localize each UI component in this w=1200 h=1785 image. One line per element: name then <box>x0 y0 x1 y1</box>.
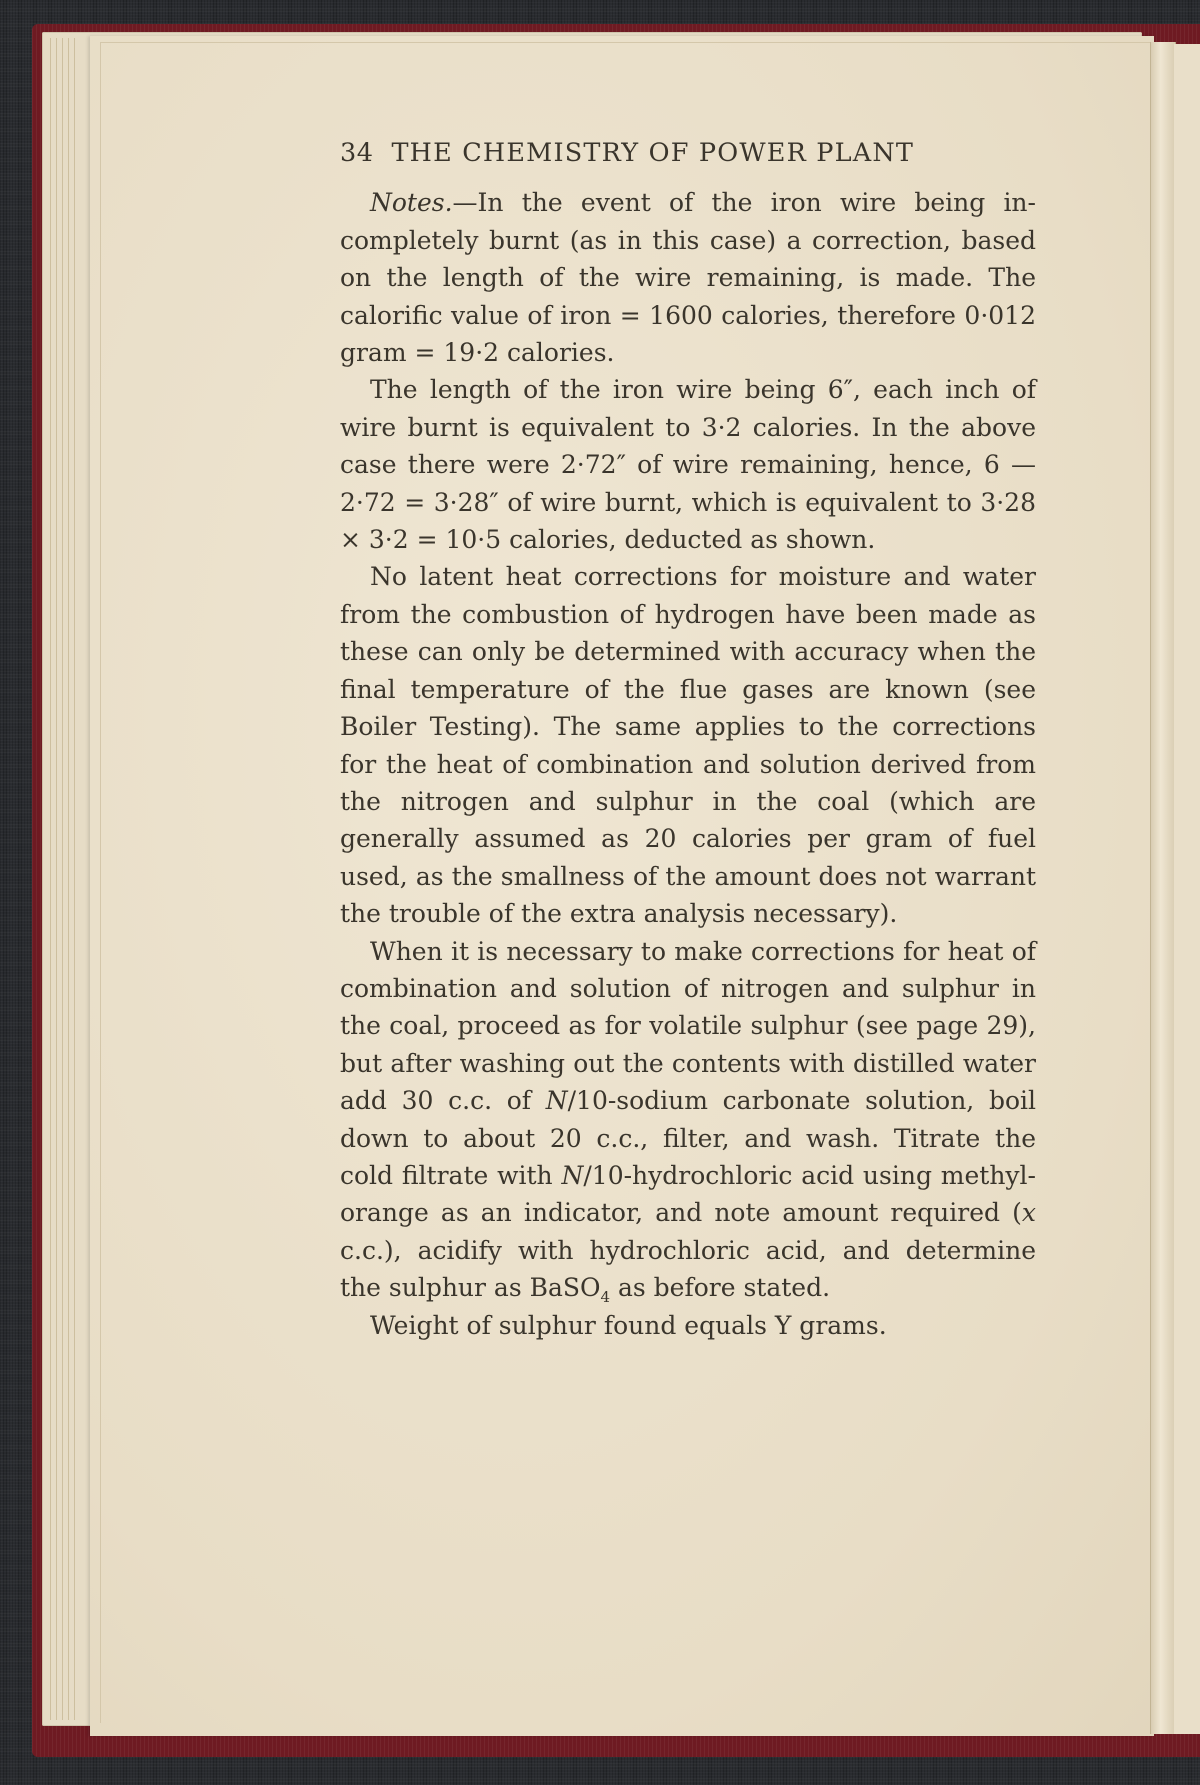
page-number: 34 <box>340 138 374 168</box>
paragraph-sulphur-weight: Weight of sulphur found equals Y grams. <box>370 1310 887 1340</box>
book-title: THE CHEMISTRY OF POWER PLANT <box>391 138 915 168</box>
facing-page-edge <box>1174 44 1200 1734</box>
page-text <box>340 135 1036 1344</box>
notes-label: Notes. <box>370 188 453 218</box>
paragraph-latent-heat: No latent heat corrections for moisture and water from the combustion of hydrogen have been made as these can only be determined with accuracy when the final temperature of the flue gases are known (see Boiler Testing). The same applies to the corrections for the heat of combination and solution derived from the nitrogen and sulphur in the coal (which are generally assumed as 20 calories per gram of fuel used, as the smallness of the amount does not warrant the trouble of the extra analysis necessary). <box>340 562 1036 929</box>
running-head <box>340 135 1036 172</box>
book-gutter <box>1150 42 1176 1734</box>
paragraph-corrections-procedure: When it is necessary to make corrections for heat of combination and solution of nitrogen and sulphur in the coal, proceed as for volatile sulphur (see page 29), but after washing out the contents with distilled water add 30 c.c. of N/10-sodium carbonate solution, boil down to about 20 c.c., filter, and wash. Titrate the cold filtrate with N/10-hydrochloric acid using methyl-orange as an indicator, and note amount required (x c.c.), acidify with hydrochloric acid, and determine the sulphur as BaSO$_4$ as before stated. <box>340 936 1036 1307</box>
paragraph-notes: Notes.—In the event of the iron wire being incompletely burnt (as in this case) a correction, based on the length of the wire remaining, is made. The calorific value of iron = 1600 calories, therefore 0·012 gram = 19·2 calories. <box>340 188 1036 368</box>
paragraph-wire-length: The length of the iron wire being 6″, each inch of wire burnt is equivalent to 3·2 calories. In the above case there were 2·72″ of wire remaining, hence, 6 — 2·72 = 3·28″ of wire burnt, which is equivalent to 3·28 × 3·2 = 10·5 calories, deducted as shown. <box>340 375 1036 555</box>
